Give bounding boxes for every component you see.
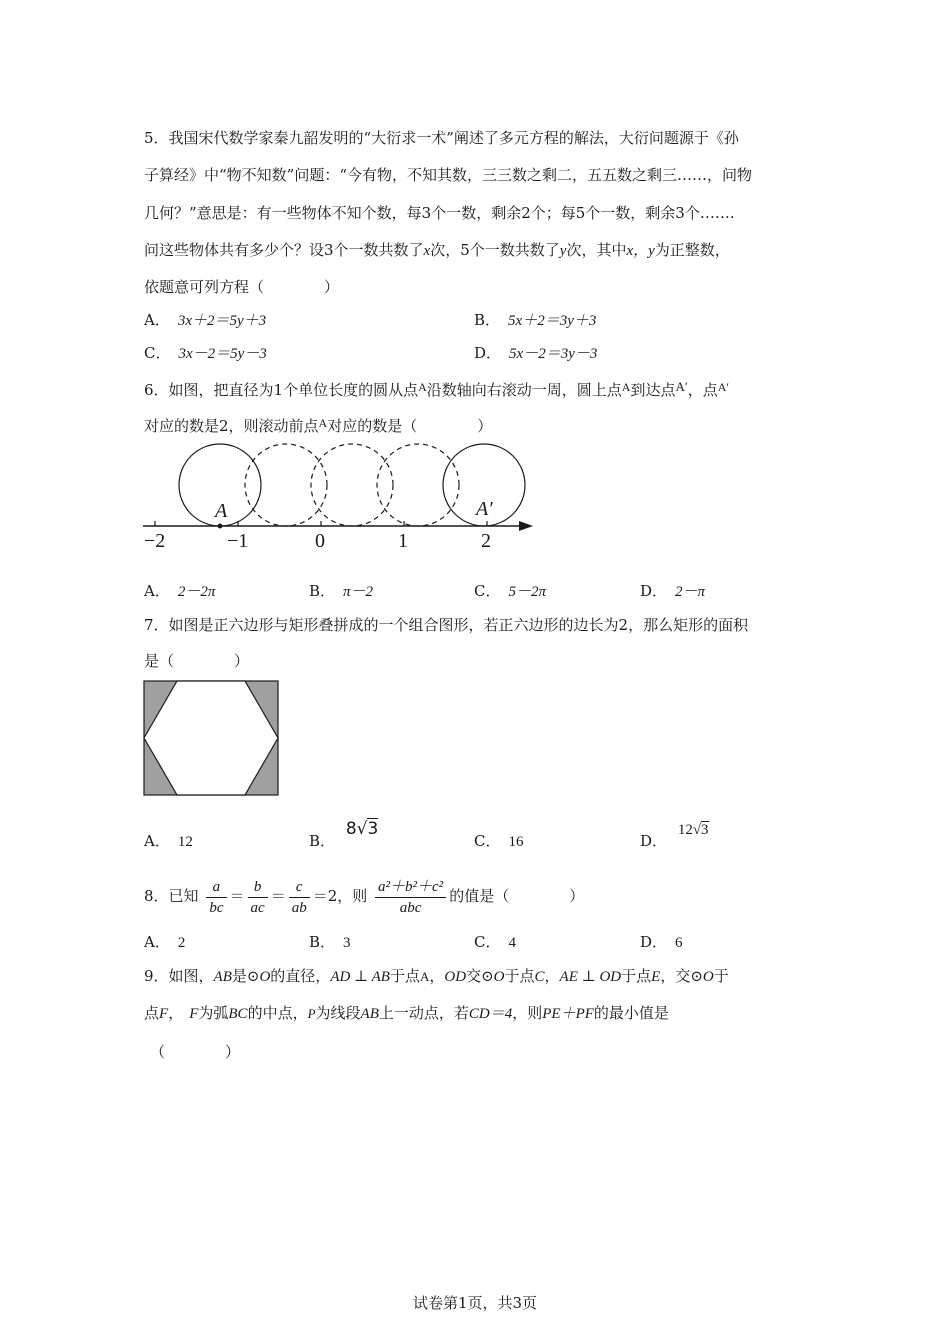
q8-option-b: B． 3 xyxy=(309,933,351,951)
rolling-circle-3 xyxy=(377,444,459,526)
q6-line-1: 6．如图，把直径为1个单位长度的圆从点$^A$沿数轴向右滚动一周，圆上点$^A$到达点A′，点$^{A'}$ xyxy=(144,379,730,399)
page-footer: 试卷第1页，共3页 xyxy=(412,1294,538,1312)
q5-line-4: 问这些物体共有多少个？设3个一数共数了x次，5个一数共数了y次，其中x，y为正整数， xyxy=(144,241,730,259)
point-a-prime-label: A′ xyxy=(476,498,493,520)
tick-label: −2 xyxy=(144,530,166,552)
hexagon-rectangle-figure xyxy=(143,680,280,797)
q5-line-5: 依题意可列方程（ ） xyxy=(144,278,340,296)
q5-line-2: 子算经》中“物不知数”问题：“今有物，不知其数，三三数之剩二，五五数之剩三……，问物 xyxy=(144,166,753,184)
option-d-radical: 12√3 xyxy=(677,822,709,838)
q7-line-2: 是（ ） xyxy=(144,652,250,670)
q5-line-1: 5．我国宋代数学家秦九韶发明的“大衍求一术”阐述了多元方程的解法，大衍问题源于《孙 xyxy=(144,129,739,147)
q8-option-c: C． 4 xyxy=(474,933,516,951)
fraction-sum-squares: $\frac{\text{a²＋b²＋c²}}{\text{abc}}$ xyxy=(375,877,446,918)
tick-label: 2 xyxy=(481,530,491,552)
axis-arrow-icon xyxy=(519,521,533,531)
point-a-dot xyxy=(218,524,223,529)
q8-line: 8．已知 $\frac{a}{bc}$ ＝ $\frac{b}{ac}$ ＝ $\frac{c}{ab}$ ＝2，则 $\frac{\text{a²＋b²＋c²}}{\text{abc}}$ 的值是（ ） xyxy=(144,878,585,916)
q6-option-b: B． π－2 xyxy=(309,582,374,600)
q5-option-c: C． 3x－2＝5y－3 xyxy=(144,344,267,362)
q5-option-b: B． 5x＋2＝3y＋3 xyxy=(474,311,597,329)
q5-line-3: 几何？”意思是：有一些物体不知个数，每3个一数，剩余2个；每5个一数，剩余3个……. xyxy=(144,204,735,222)
q9-line-1: 9．如图，AB是⊙O的直径，AD ⊥ AB于点A，OD交⊙O于点C，AE ⊥ OD于点E，交⊙O于 xyxy=(144,967,729,985)
fraction-a-bc: $\frac{a}{bc}$ xyxy=(206,877,226,918)
fraction-b-ac: $\frac{b}{ac}$ xyxy=(248,877,268,918)
q5-option-d: D． 5x－2＝3y－3 xyxy=(474,344,598,362)
rolling-circle-2 xyxy=(311,444,393,526)
q5-option-a: A． 3x＋2＝5y＋3 xyxy=(144,311,267,329)
q7-option-a: A． 12 xyxy=(144,832,193,850)
tick-label: 1 xyxy=(398,530,408,552)
q7-option-b: B． 8√3 xyxy=(309,819,379,850)
q6-option-a: A． 2－2π xyxy=(144,582,216,600)
option-b-radical: 8√3 xyxy=(345,819,379,839)
q7-option-d: D． 12√3 xyxy=(640,822,709,850)
q8-option-d: D． 6 xyxy=(640,933,683,951)
fraction-c-ab: $\frac{c}{ab}$ xyxy=(289,877,310,918)
q6-option-c: C． 5－2π xyxy=(474,582,546,600)
q7-option-c: C． 16 xyxy=(474,832,524,850)
q7-line-1: 7．如图是正六边形与矩形叠拼成的一个组合图形，若正六边形的边长为2，那么矩形的面积 xyxy=(144,616,749,634)
q9-line-2: 点F， F为弧BC的中点，P为线段AB上一动点，若CD＝4，则PE＋PF的最小值是 xyxy=(144,1004,669,1022)
point-a-label: A xyxy=(215,500,228,522)
q6-line-2: 对应的数是2，则滚动前点$^A$对应的数是（ ） xyxy=(144,416,493,435)
rolling-circle-1 xyxy=(245,444,327,526)
number-line-figure xyxy=(135,435,545,555)
tick-label: 0 xyxy=(315,530,325,552)
q6-option-d: D． 2－π xyxy=(640,582,706,600)
tick-label: −1 xyxy=(227,530,249,552)
q9-line-3: （ ） xyxy=(150,1043,241,1061)
q8-option-a: A． 2 xyxy=(144,933,186,951)
